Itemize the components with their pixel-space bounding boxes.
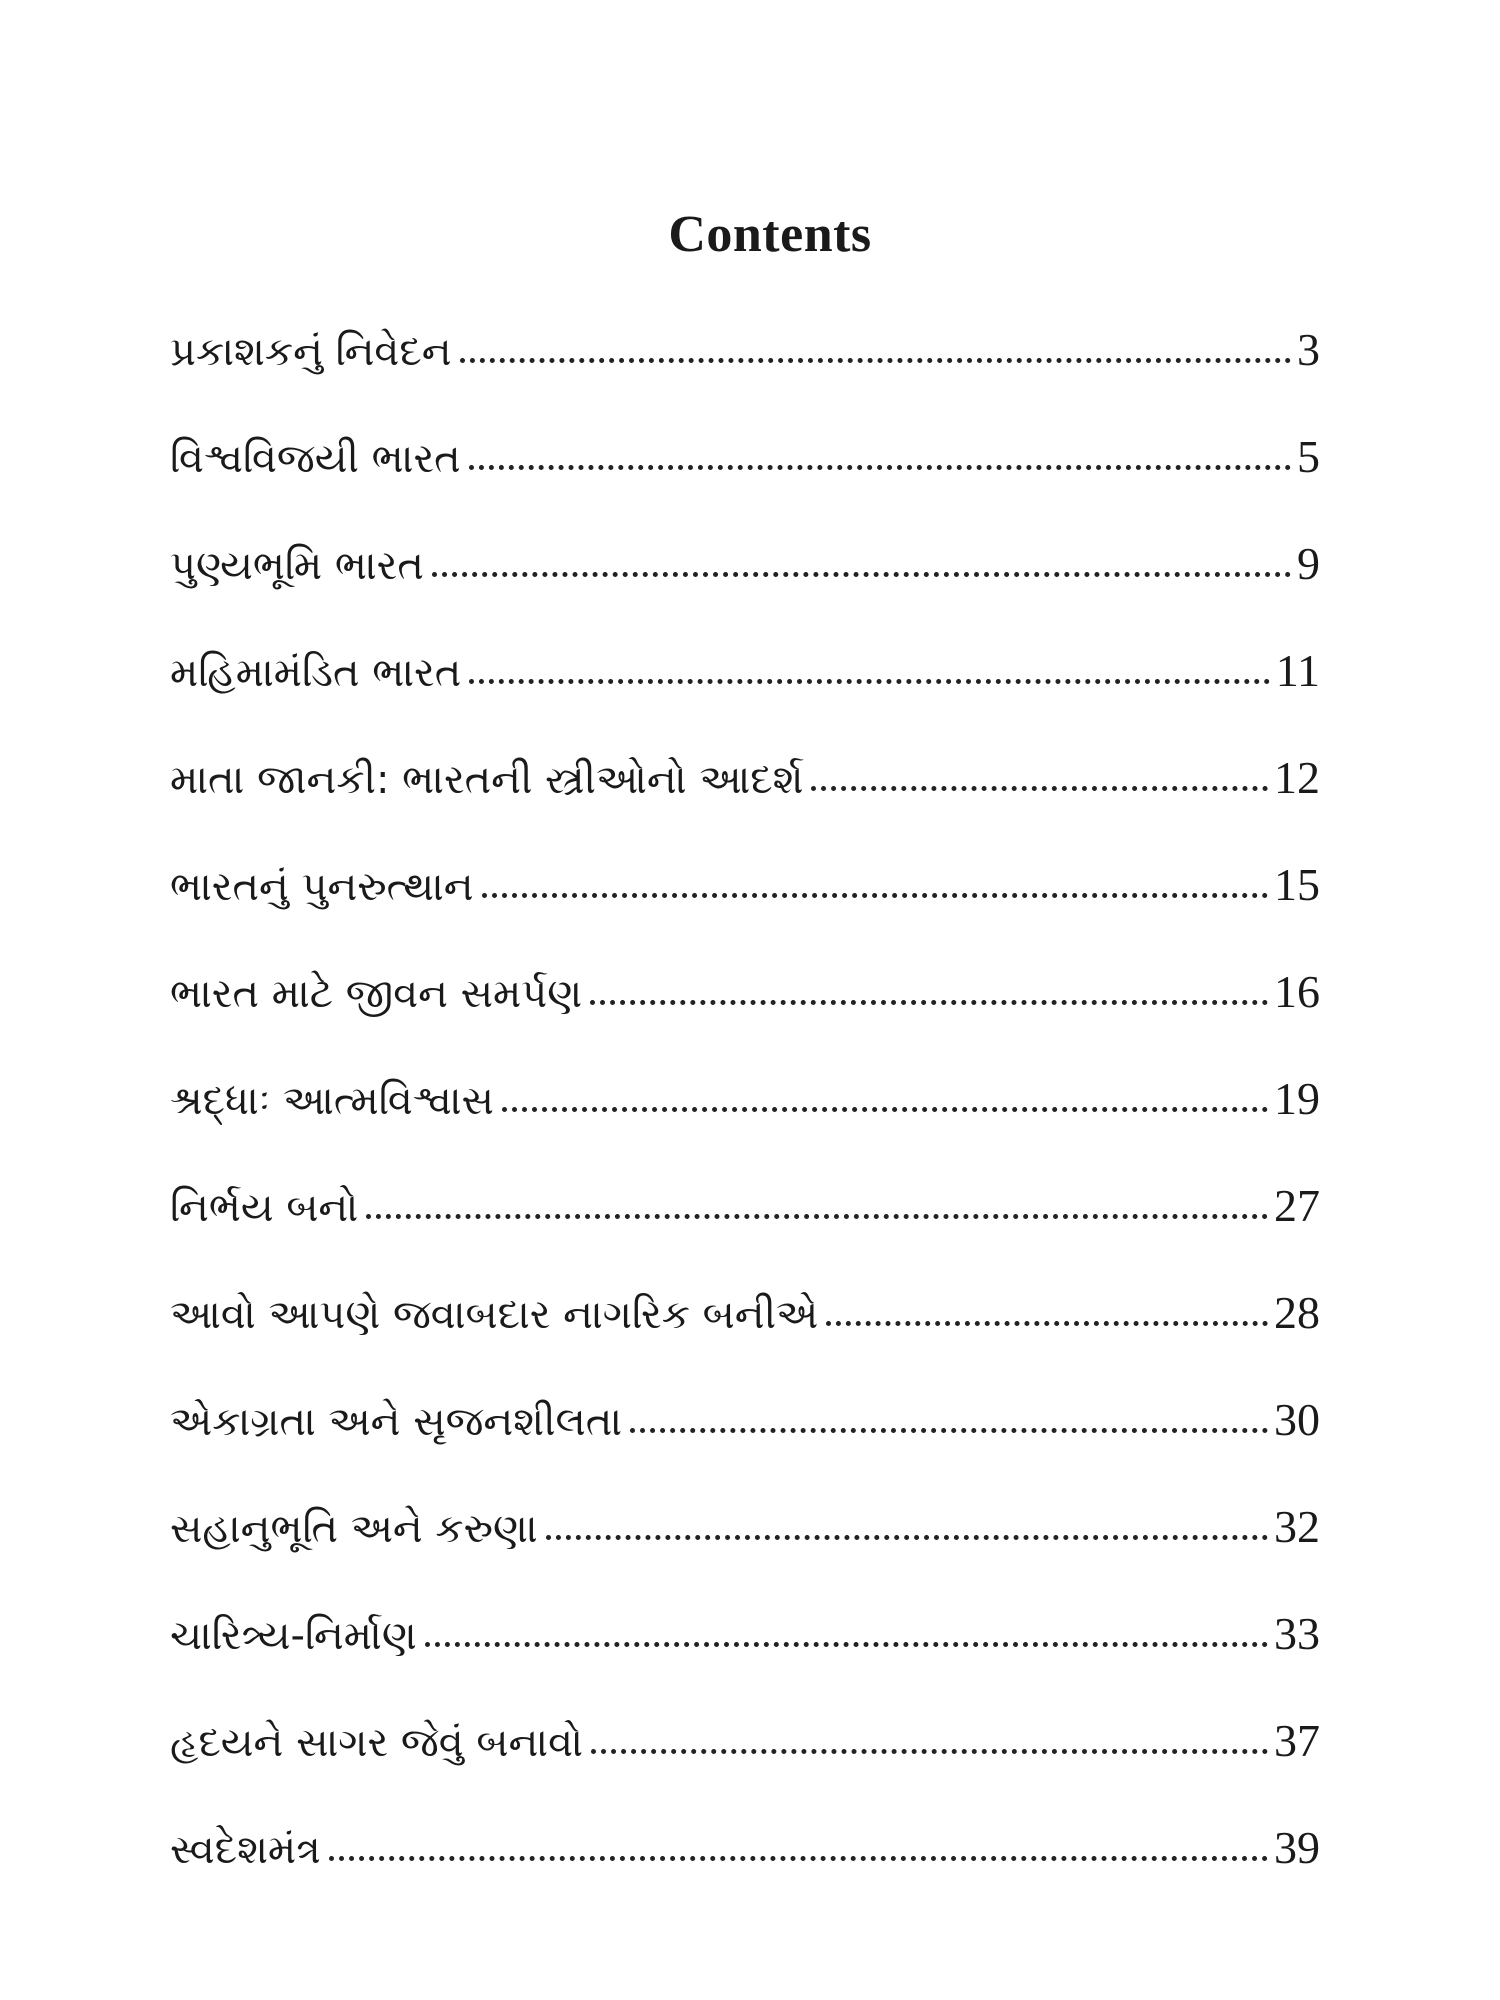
- toc-entry-title: હૃદયને સાગર જેવું બનાવો: [170, 1720, 583, 1766]
- toc-entry-page: 16: [1274, 966, 1320, 1017]
- toc-entry-page: 27: [1274, 1180, 1320, 1231]
- toc-entry-page: 12: [1274, 752, 1320, 803]
- dot-leader: [546, 1535, 1268, 1540]
- toc-entry-title: સ્વદેશમંત્ર: [170, 1827, 321, 1873]
- table-of-contents: [170, 320, 1320, 1925]
- toc-entry: [170, 748, 1320, 855]
- dot-leader: [630, 1428, 1268, 1433]
- toc-entry: [170, 855, 1320, 962]
- toc-entry-page: 28: [1274, 1287, 1320, 1338]
- dot-leader: [469, 465, 1291, 470]
- toc-entry: [170, 1390, 1320, 1497]
- toc-entry-title: પ્રકાશકનું નિવેદન: [170, 329, 452, 375]
- toc-entry: [170, 962, 1320, 1069]
- toc-entry-title: સહાનુભૂતિ અને કરુણા: [170, 1506, 538, 1552]
- page-title: Contents: [668, 205, 872, 263]
- dot-leader: [591, 1749, 1268, 1754]
- toc-entry: [170, 1711, 1320, 1818]
- toc-entry-page: 39: [1274, 1822, 1320, 1873]
- toc-entry-page: 33: [1274, 1608, 1320, 1659]
- toc-entry-page: 32: [1274, 1501, 1320, 1552]
- toc-entry: [170, 534, 1320, 641]
- toc-entry-title: ભારતનું પુનરુત્થાન: [170, 864, 474, 910]
- dot-leader: [460, 358, 1291, 363]
- toc-entry-title: આવો આપણે જવાબદાર નાગરિક બનીએ: [170, 1292, 819, 1338]
- toc-entry: [170, 641, 1320, 748]
- toc-entry: [170, 1604, 1320, 1711]
- dot-leader: [469, 679, 1269, 684]
- toc-entry-title: માતા જાનકી: ભારતની સ્ત્રીઓનો આદર્શ: [170, 757, 804, 803]
- dot-leader: [811, 786, 1268, 791]
- dot-leader: [590, 1000, 1268, 1005]
- dot-leader: [432, 572, 1291, 577]
- toc-entry-title: ભારત માટે જીવન સમર્પણ: [170, 971, 583, 1017]
- toc-entry-title: શ્રદ્ધાઃ આત્મવિશ્વાસ: [170, 1078, 494, 1124]
- toc-entry-page: 19: [1274, 1073, 1320, 1124]
- toc-entry-page: 15: [1274, 859, 1320, 910]
- toc-entry: [170, 1069, 1320, 1176]
- toc-entry: [170, 320, 1320, 427]
- toc-entry: [170, 1283, 1320, 1390]
- toc-entry: [170, 1818, 1320, 1925]
- dot-leader: [329, 1856, 1268, 1861]
- toc-entry-page: 30: [1274, 1394, 1320, 1445]
- toc-entry-page: 37: [1274, 1715, 1320, 1766]
- dot-leader: [425, 1642, 1268, 1647]
- toc-entry: [170, 1176, 1320, 1283]
- toc-entry-title: પુણ્યભૂમિ ભારત: [170, 543, 424, 589]
- toc-entry-title: નિર્ભય બનો: [170, 1185, 359, 1231]
- toc-entry-title: મહિમામંડિત ભારત: [170, 650, 462, 696]
- dot-leader: [482, 893, 1268, 898]
- toc-entry-title: ચારિત્ર્ય-નિર્માણ: [170, 1613, 417, 1659]
- toc-entry-title: એકાગ્રતા અને સૃજનશીલતા: [170, 1399, 623, 1445]
- toc-entry-page: 3: [1297, 324, 1320, 375]
- dot-leader: [502, 1107, 1268, 1112]
- dot-leader: [826, 1321, 1268, 1326]
- toc-entry-page: 9: [1297, 538, 1320, 589]
- toc-entry: [170, 1497, 1320, 1604]
- toc-entry-title: વિશ્વવિજયી ભારત: [170, 436, 461, 482]
- toc-entry-page: 11: [1275, 645, 1320, 696]
- dot-leader: [366, 1214, 1268, 1219]
- toc-entry-page: 5: [1297, 431, 1320, 482]
- toc-entry: [170, 427, 1320, 534]
